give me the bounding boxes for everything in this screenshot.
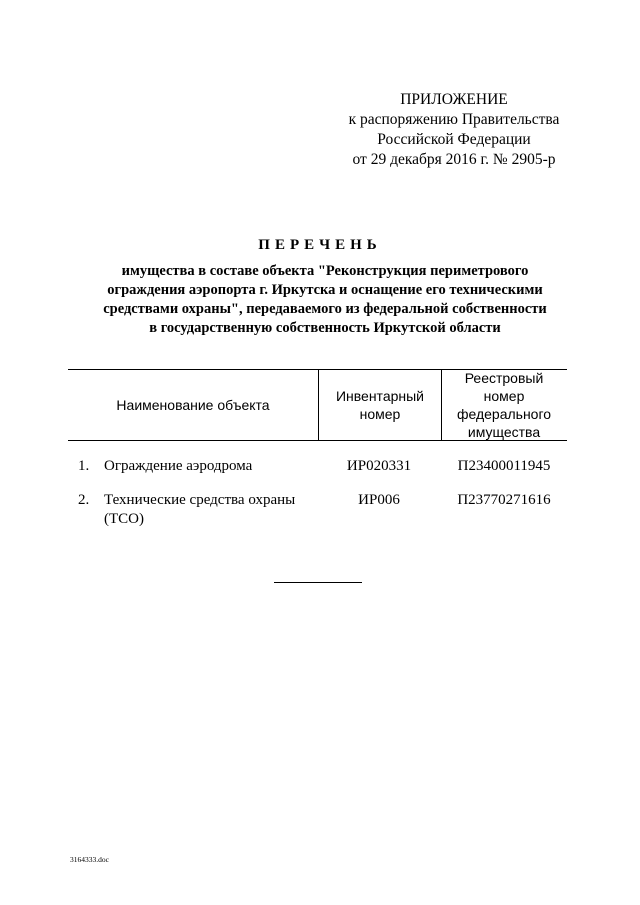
header-inventory-number bbox=[318, 370, 442, 440]
file-reference: 3164333.doc bbox=[70, 855, 109, 864]
row-inventory-number: ИР006 bbox=[358, 492, 400, 508]
header-object-name: Наименование объекта bbox=[116, 397, 270, 413]
appendix-authority: Российской Федерации bbox=[377, 131, 531, 148]
property-table bbox=[68, 369, 567, 527]
row-number: 2. bbox=[78, 492, 90, 508]
header-text-line: Реестровый bbox=[464, 370, 544, 386]
table-header bbox=[68, 369, 567, 441]
appendix-reference: к распоряжению Правительства bbox=[348, 111, 560, 128]
row-inventory-number: ИР020331 bbox=[346, 458, 412, 474]
header-text-line: номер bbox=[483, 388, 525, 404]
row-object-name: Ограждение аэродрома bbox=[104, 458, 253, 474]
appendix-date-number: от 29 декабря 2016 г. № 2905-р bbox=[352, 151, 556, 168]
header-text-line: Инвентарный bbox=[335, 388, 425, 404]
end-separator-line bbox=[274, 582, 362, 583]
appendix-heading: ПРИЛОЖЕНИЕ bbox=[400, 91, 508, 108]
subtitle-line: имущества в составе объекта "Реконструкция периметрового bbox=[121, 263, 529, 279]
row-object-name: Технические средства охраны (ТСО) bbox=[104, 492, 296, 527]
header-text-line: имущества bbox=[467, 424, 541, 440]
document-subtitle bbox=[80, 262, 570, 338]
document-title: ПЕРЕЧЕНЬ bbox=[258, 237, 382, 253]
subtitle-line: в государственную собственность Иркутской области bbox=[149, 320, 501, 336]
row-registry-number: П23770271616 bbox=[457, 492, 551, 508]
appendix-block bbox=[318, 90, 590, 170]
header-registry-number bbox=[441, 370, 567, 440]
row-number: 1. bbox=[78, 458, 90, 474]
subtitle-line: средствами охраны", передаваемого из федеральной собственности bbox=[103, 301, 547, 317]
row-registry-number: П23400011945 bbox=[457, 458, 551, 474]
subtitle-line: ограждения аэропорта г. Иркутска и оснащение его техническими bbox=[107, 282, 543, 298]
header-text-line: номер bbox=[359, 406, 401, 422]
header-text-line: федерального bbox=[456, 406, 552, 422]
